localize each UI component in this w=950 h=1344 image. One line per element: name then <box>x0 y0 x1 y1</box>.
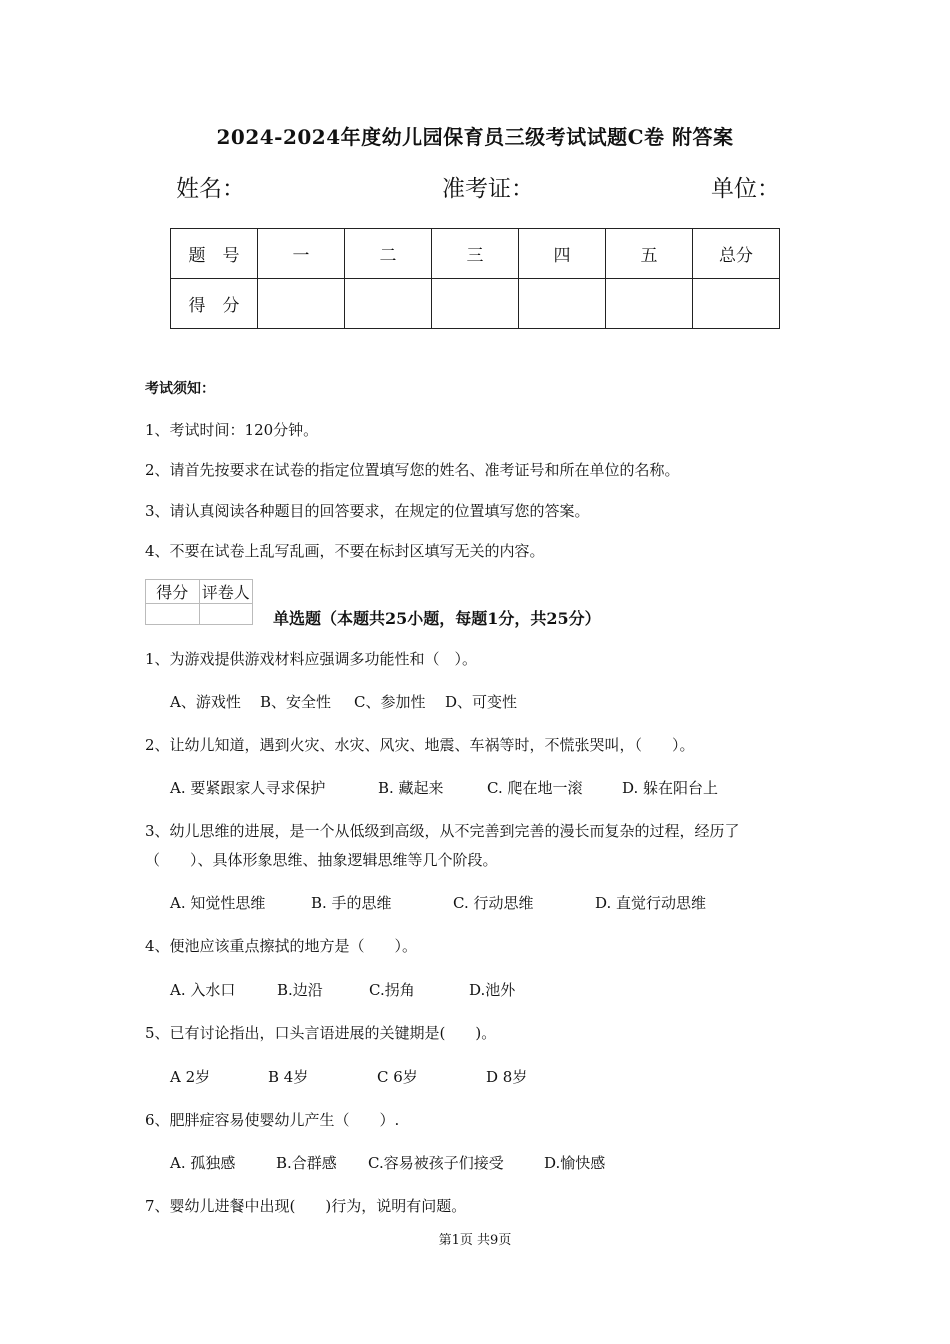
option: D、可变性 <box>445 693 518 711</box>
option: C. 爬在地一滚 <box>487 779 583 797</box>
question-options <box>170 1066 527 1087</box>
notice-item: 2、请首先按要求在试卷的指定位置填写您的姓名、准考证号和所在单位的名称。 <box>145 461 680 479</box>
option: D. 躲在阳台上 <box>622 779 719 797</box>
option: D.愉快感 <box>544 1154 606 1172</box>
score-cell <box>606 279 693 329</box>
score-header-cell: 二 <box>345 229 432 279</box>
score-cell <box>432 279 519 329</box>
question-text: 4、便池应该重点擦拭的地方是（ ）。 <box>145 937 418 955</box>
page-footer: 第1页 共9页 <box>438 1233 512 1248</box>
score-header-cell: 总分 <box>693 229 780 279</box>
question-options <box>170 1152 605 1173</box>
option: C.容易被孩子们接受 <box>368 1154 504 1172</box>
question-text: 3、幼儿思维的进展，是一个从低级到高级，从不完善到完善的漫长而复杂的过程，经历了 <box>145 822 740 840</box>
question-text: 2、让幼儿知道，遇到火灾、水灾、风灾、地震、车祸等时，不慌张哭叫，（ ）。 <box>145 736 695 754</box>
option: C 6岁 <box>377 1068 418 1086</box>
option: B 4岁 <box>268 1068 309 1086</box>
option: B. 手的思维 <box>311 894 392 912</box>
option: A. 入水口 <box>170 981 236 999</box>
document-title: 2024-2024年度幼儿园保育员三级考试试题C卷 附答案 <box>216 125 734 149</box>
score-table <box>170 228 780 329</box>
option: C、参加性 <box>354 693 426 711</box>
score-cell <box>258 279 345 329</box>
option: A、游戏性 <box>170 693 241 711</box>
question-options <box>170 777 718 798</box>
score-row-label: 得 分 <box>171 279 258 329</box>
unit-label: 单位： <box>711 176 780 202</box>
option: B.合群感 <box>276 1154 337 1172</box>
question-text: 1、为游戏提供游戏材料应强调多功能性和（ ）。 <box>145 650 478 668</box>
score-cell <box>519 279 606 329</box>
grader-score-label: 得分 <box>146 580 200 604</box>
option: A. 要紧跟家人寻求保护 <box>170 779 326 797</box>
ticket-label: 准考证： <box>442 176 534 202</box>
question-text: 6、肥胖症容易使婴幼儿产生（ ）. <box>145 1111 400 1129</box>
option: A. 孤独感 <box>170 1154 236 1172</box>
option: C.拐角 <box>369 981 415 999</box>
score-header-cell: 一 <box>258 229 345 279</box>
score-cell <box>693 279 780 329</box>
option: D 8岁 <box>486 1068 528 1086</box>
score-table-header-row <box>171 229 780 279</box>
question-text: 7、婴幼儿进餐中出现( )行为，说明有问题。 <box>145 1197 467 1215</box>
name-label: 姓名： <box>176 176 245 202</box>
option: B、安全性 <box>260 693 332 711</box>
option: D. 直觉行动思维 <box>595 894 707 912</box>
question-options <box>170 691 517 712</box>
section-title: 单选题（本题共25小题，每题1分，共25分） <box>273 609 601 628</box>
score-header-cell: 题 号 <box>171 229 258 279</box>
option: B. 藏起来 <box>378 779 444 797</box>
score-table-score-row <box>171 279 780 329</box>
score-header-cell: 四 <box>519 229 606 279</box>
notice-item: 4、不要在试卷上乱写乱画，不要在标封区填写无关的内容。 <box>145 542 545 560</box>
grader-reviewer-label: 评卷人 <box>199 580 253 604</box>
grader-score-cell <box>146 604 200 625</box>
option: B.边沿 <box>277 981 323 999</box>
score-header-cell: 三 <box>432 229 519 279</box>
option: A. 知觉性思维 <box>170 894 266 912</box>
question-options <box>170 979 515 1000</box>
score-header-cell: 五 <box>606 229 693 279</box>
question-text-continued: （ ）、具体形象思维、抽象逻辑思维等几个阶段。 <box>145 851 498 869</box>
option: A 2岁 <box>170 1068 211 1086</box>
grader-box <box>145 579 253 625</box>
score-cell <box>345 279 432 329</box>
notice-title: 考试须知： <box>145 381 215 397</box>
notice-item: 3、请认真阅读各种题目的回答要求，在规定的位置填写您的答案。 <box>145 502 590 520</box>
notice-item: 1、考试时间：120分钟。 <box>145 421 319 439</box>
grader-reviewer-cell <box>199 604 253 625</box>
question-options <box>170 892 706 913</box>
option: D.池外 <box>469 981 516 999</box>
option: C. 行动思维 <box>453 894 534 912</box>
question-text: 5、已有讨论指出，口头言语进展的关键期是( )。 <box>145 1024 497 1042</box>
